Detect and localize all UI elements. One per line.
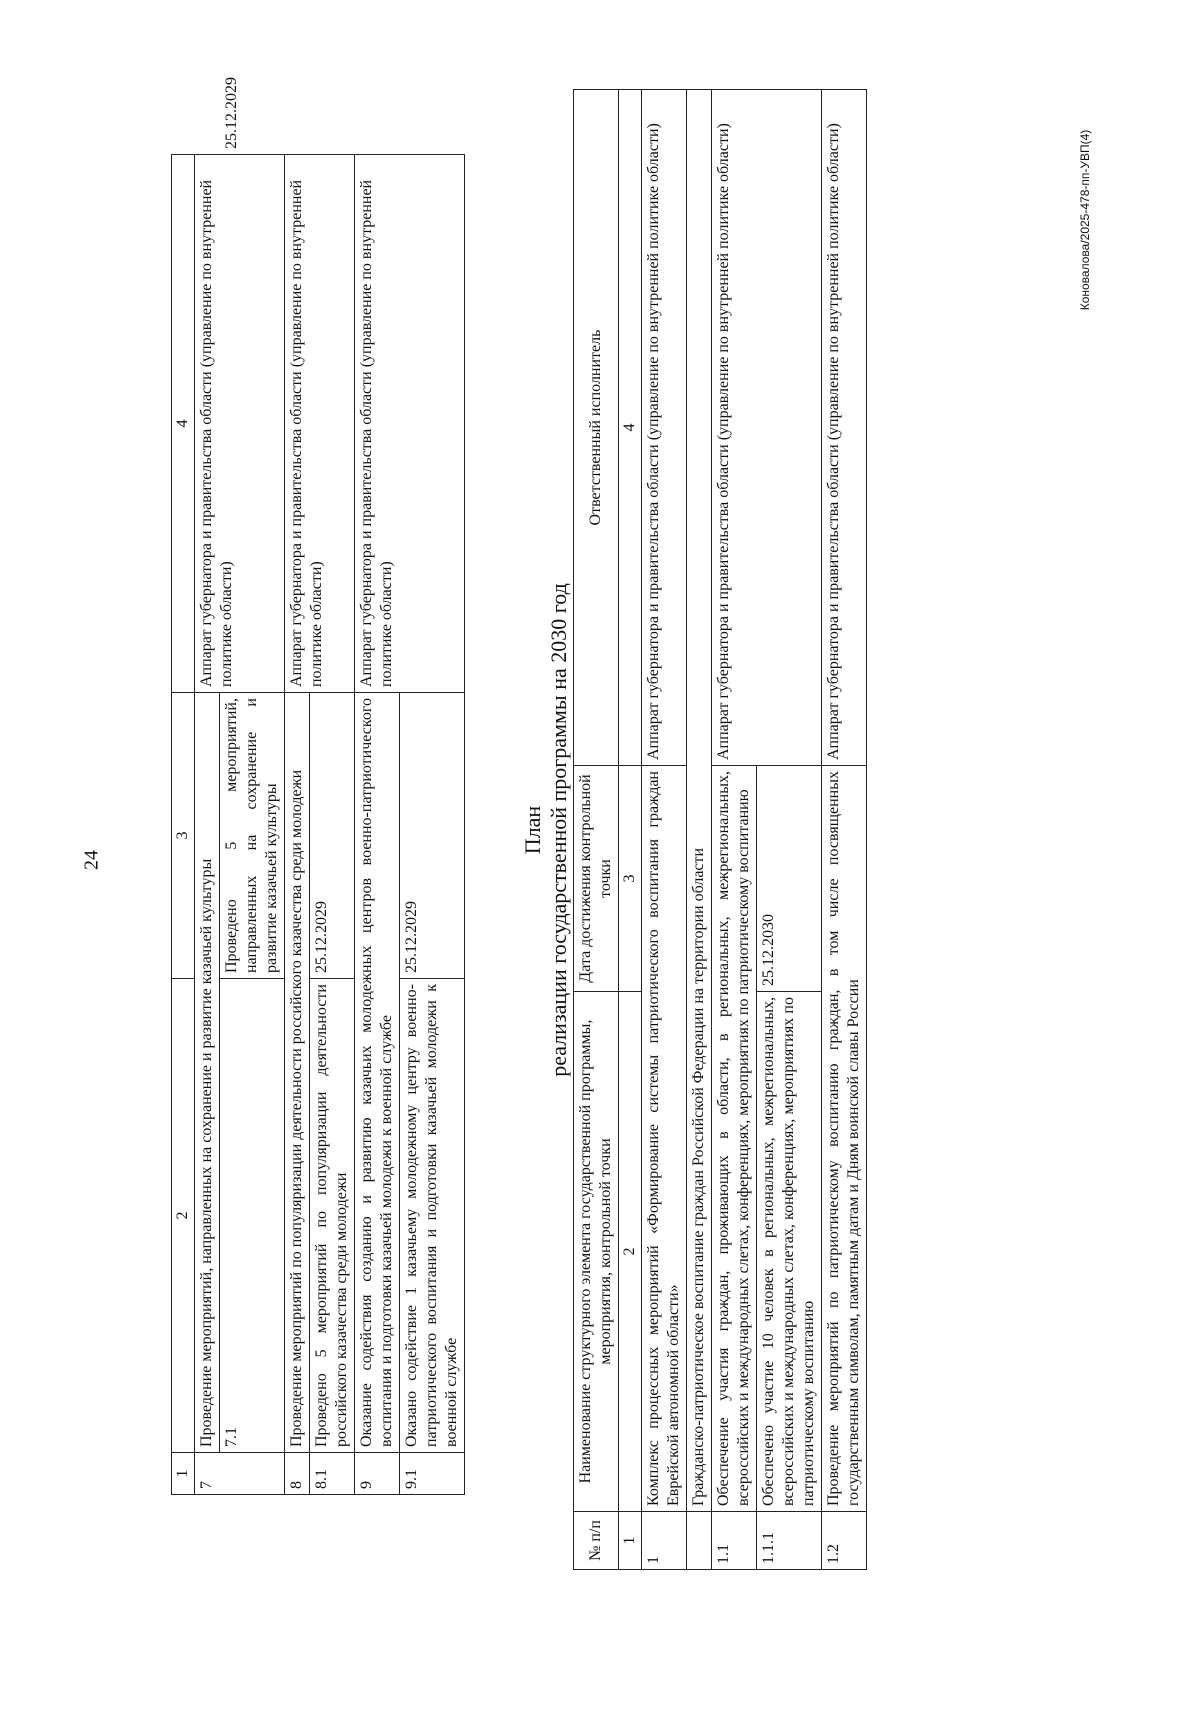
section-row [687, 90, 712, 1570]
row-number: 8.1 [310, 1453, 355, 1495]
table-row [712, 90, 757, 1570]
col-number: 1 [619, 1512, 642, 1570]
executor: Аппарат губернатора и правительства области (управление по внутренней политике области) [822, 90, 867, 766]
row-number: 1.1.1 [757, 1512, 822, 1570]
row-number: 7 [195, 1453, 285, 1495]
header-name: Наименование структурного элемента государственной программы, мероприятия, контрольной точки [574, 992, 619, 1512]
column-number-row [172, 155, 195, 1495]
plan-subtitle: реализации государственной программы на 2030 год [546, 583, 572, 1077]
col-number: 1 [172, 1453, 195, 1495]
event-name: Проведение мероприятий, направленных на сохранение и развитие казачьей культуры [195, 693, 220, 1453]
checkpoint-date: 25.12.2030 [757, 766, 822, 992]
col-number: 2 [619, 992, 642, 1512]
checkpoint-date: 25.12.2029 [400, 693, 465, 979]
table-row [642, 90, 687, 1570]
table-row [822, 90, 867, 1570]
plan-table-block [573, 89, 867, 1570]
continuation-table-block [171, 77, 465, 1495]
checkpoint-name: Проведено 5 мероприятий по популяризации деятельности российского казачества среди молодежи [310, 979, 355, 1453]
col-number: 4 [619, 90, 642, 766]
plan-title: План [520, 805, 545, 855]
event-name: Проведение мероприятий по патриотическому воспитанию граждан, в том числе посвященных государственным символам, памятным датам и Дням воинской славы России [822, 766, 867, 1512]
continuation-table [171, 77, 465, 1495]
event-name: Оказание содействия созданию и развитию казачьих молодежных центров военно-патриотического воспитания и подготовки казачьей молодежи к военной службе [355, 693, 400, 1453]
table-row [195, 155, 220, 1495]
section-title: Гражданско-патриотическое воспитание граждан Российской Федерации на территории области [687, 90, 712, 1512]
event-name: Проведение мероприятий по популяризации деятельности российского казачества среди молодежи [285, 693, 310, 1453]
checkpoint-date: 25.12.2029 [310, 693, 355, 979]
checkpoint-name: Проведено 5 мероприятий, направленных на сохранение и развитие казачьей культуры [220, 693, 285, 979]
header-num: № п/п [574, 1512, 619, 1570]
col-number: 3 [619, 766, 642, 992]
col-number: 3 [172, 693, 195, 979]
row-number: 9.1 [400, 1453, 465, 1495]
table-row: 7.1 Проведено 5 мероприятий, направленных на сохранение и развитие казачьей культуры 25.12.2029 [220, 155, 285, 1495]
row-number: 9 [355, 1453, 400, 1495]
document-id: Коновалова/2025-478-пп-УВП(4) [1078, 129, 1092, 311]
row-number: 1.1 [712, 1512, 757, 1570]
checkpoint-name: Обеспечено участие 10 человек в региональных, межрегиональных, всероссийских и международных слетах, конференциях, мероприятиях по патриотическому воспитанию [757, 992, 822, 1512]
executor: Аппарат губернатора и правительства области (управление по внутренней политике области) [355, 155, 465, 693]
col-number: 2 [172, 979, 195, 1453]
checkpoint-name: Оказано содействие 1 казачьему молодежному центру военно-патриотического воспитания и подготовки казачьей молодежи к военной службе [400, 979, 465, 1453]
event-name: Обеспечение участия граждан, проживающих в области, в региональных, межрегиональных, всероссийских и международных слетах, конференциях, мероприятиях по патриотическому воспитанию [712, 766, 757, 1512]
row-number-empty [687, 1512, 712, 1570]
col-number: 4 [172, 155, 195, 693]
header-date: Дата достижения контрольной точки [574, 766, 619, 992]
executor: Аппарат губернатора и правительства области (управление по внутренней политике области) [285, 155, 355, 693]
header-executor: Ответственный исполнитель [574, 90, 619, 766]
column-number-row [619, 90, 642, 1570]
table-row [285, 155, 310, 1495]
row-number: 1 [642, 1512, 687, 1570]
row-number: 8 [285, 1453, 310, 1495]
table-header-row [574, 90, 619, 1570]
plan-table [573, 89, 867, 1570]
row-number: 1.2 [822, 1512, 867, 1570]
executor: Аппарат губернатора и правительства области (управление по внутренней политике области) [712, 90, 822, 766]
complex-name: Комплекс процессных мероприятий «Формирование системы патриотического воспитания граждан Еврейской автономной области» [642, 766, 687, 1512]
table-row [355, 155, 400, 1495]
page-number: 24 [80, 850, 103, 870]
executor: Аппарат губернатора и правительства области (управление по внутренней политике области) [642, 90, 687, 766]
row-number: 7.1 [220, 979, 285, 1453]
executor: Аппарат губернатора и правительства области (управление по внутренней политике области) [195, 155, 285, 693]
plan-title-block [520, 260, 573, 1400]
